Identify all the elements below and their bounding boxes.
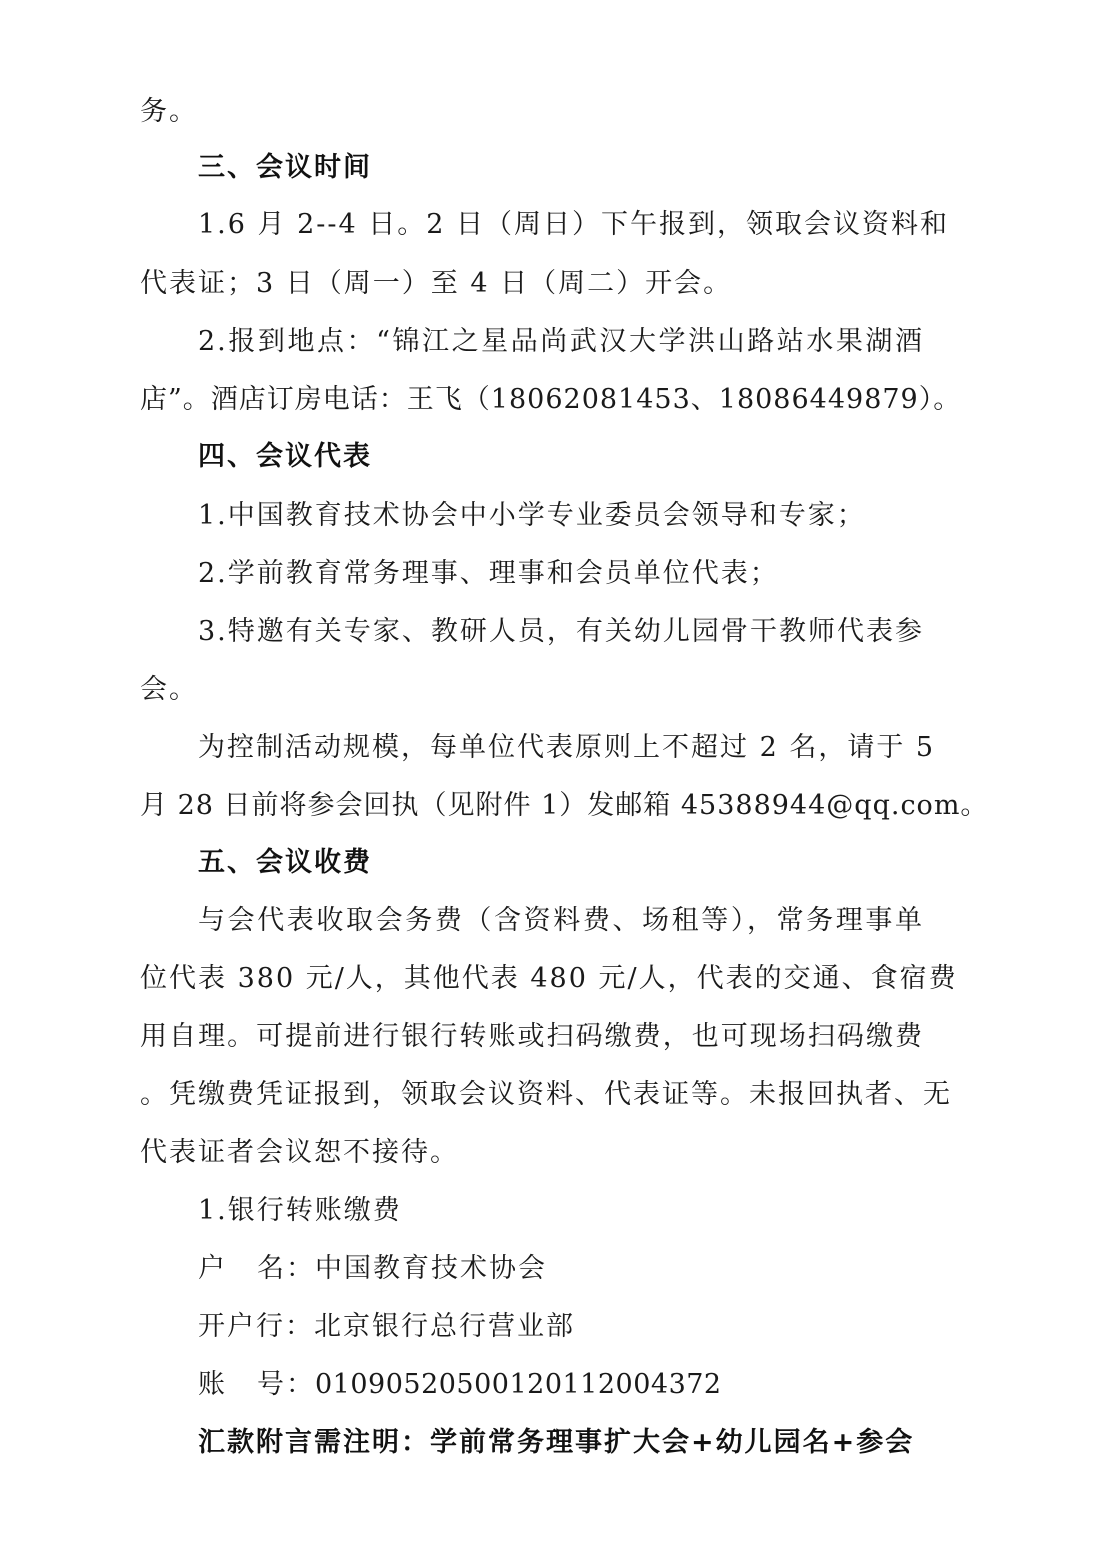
meeting-time-item-1: 1.6 月 2--4 日。2 日（周日）下午报到，领取会议资料和 bbox=[198, 209, 950, 240]
account-number-label-2: 号： bbox=[257, 1369, 315, 1400]
account-name-row bbox=[198, 1249, 998, 1289]
account-name-label-1: 户 bbox=[198, 1253, 227, 1284]
delegates-item-1: 1.中国教育技术协会中小学专业委员会领导和专家； bbox=[198, 500, 866, 531]
delegates-item-3-cont: 会。 bbox=[140, 674, 198, 705]
fees-paragraph-line-5: 代表证者会议恕不接待。 bbox=[140, 1137, 459, 1168]
section-heading-meeting-time: 三、会议时间 bbox=[198, 152, 372, 183]
delegates-item-2: 2.学前教育常务理事、理事和会员单位代表； bbox=[198, 558, 779, 589]
meeting-location-item-2-cont: 店”。酒店订房电话：王飞（18062081453、18086449879）。 bbox=[140, 384, 962, 415]
registration-note-cont: 月 28 日前将参会回执（见附件 1）发邮箱 45388944@qq.com。 bbox=[140, 790, 989, 821]
account-number-label-1: 账 bbox=[198, 1369, 227, 1400]
delegates-item-3: 3.特邀有关专家、教研人员，有关幼儿园骨干教师代表参 bbox=[198, 616, 924, 647]
meeting-time-item-1-cont: 代表证；3 日（周一）至 4 日（周二）开会。 bbox=[140, 268, 733, 299]
bank-transfer-heading: 1.银行转账缴费 bbox=[198, 1195, 402, 1226]
fees-paragraph-line-2: 位代表 380 元/人，其他代表 480 元/人，代表的交通、食宿费 bbox=[140, 963, 958, 994]
registration-note: 为控制活动规模，每单位代表原则上不超过 2 名，请于 5 bbox=[198, 732, 936, 763]
account-number-row bbox=[198, 1365, 998, 1405]
account-number-value: 01090520500120112004372 bbox=[315, 1369, 722, 1400]
account-name-label-2: 名： bbox=[257, 1253, 315, 1284]
meeting-location-item-2: 2.报到地点：“锦江之星品尚武汉大学洪山路站水果湖酒 bbox=[198, 326, 924, 357]
paragraph-continuation: 务。 bbox=[140, 96, 198, 127]
fees-paragraph-line-4: 。凭缴费凭证报到，领取会议资料、代表证等。未报回执者、无 bbox=[140, 1079, 952, 1110]
section-heading-fees: 五、会议收费 bbox=[198, 847, 372, 878]
remittance-remark: 汇款附言需注明：学前常务理事扩大会+幼儿园名+参会 bbox=[198, 1427, 915, 1458]
bank-branch-row bbox=[198, 1307, 998, 1347]
account-name-value: 中国教育技术协会 bbox=[315, 1253, 547, 1284]
fees-paragraph-line-3: 用自理。可提前进行银行转账或扫码缴费，也可现场扫码缴费 bbox=[140, 1021, 924, 1052]
bank-branch-value: 北京银行总行营业部 bbox=[314, 1311, 575, 1342]
bank-branch-label: 开户行： bbox=[198, 1311, 314, 1342]
fees-paragraph-line-1: 与会代表收取会务费（含资料费、场租等），常务理事单 bbox=[198, 905, 924, 936]
section-heading-delegates: 四、会议代表 bbox=[198, 441, 372, 472]
